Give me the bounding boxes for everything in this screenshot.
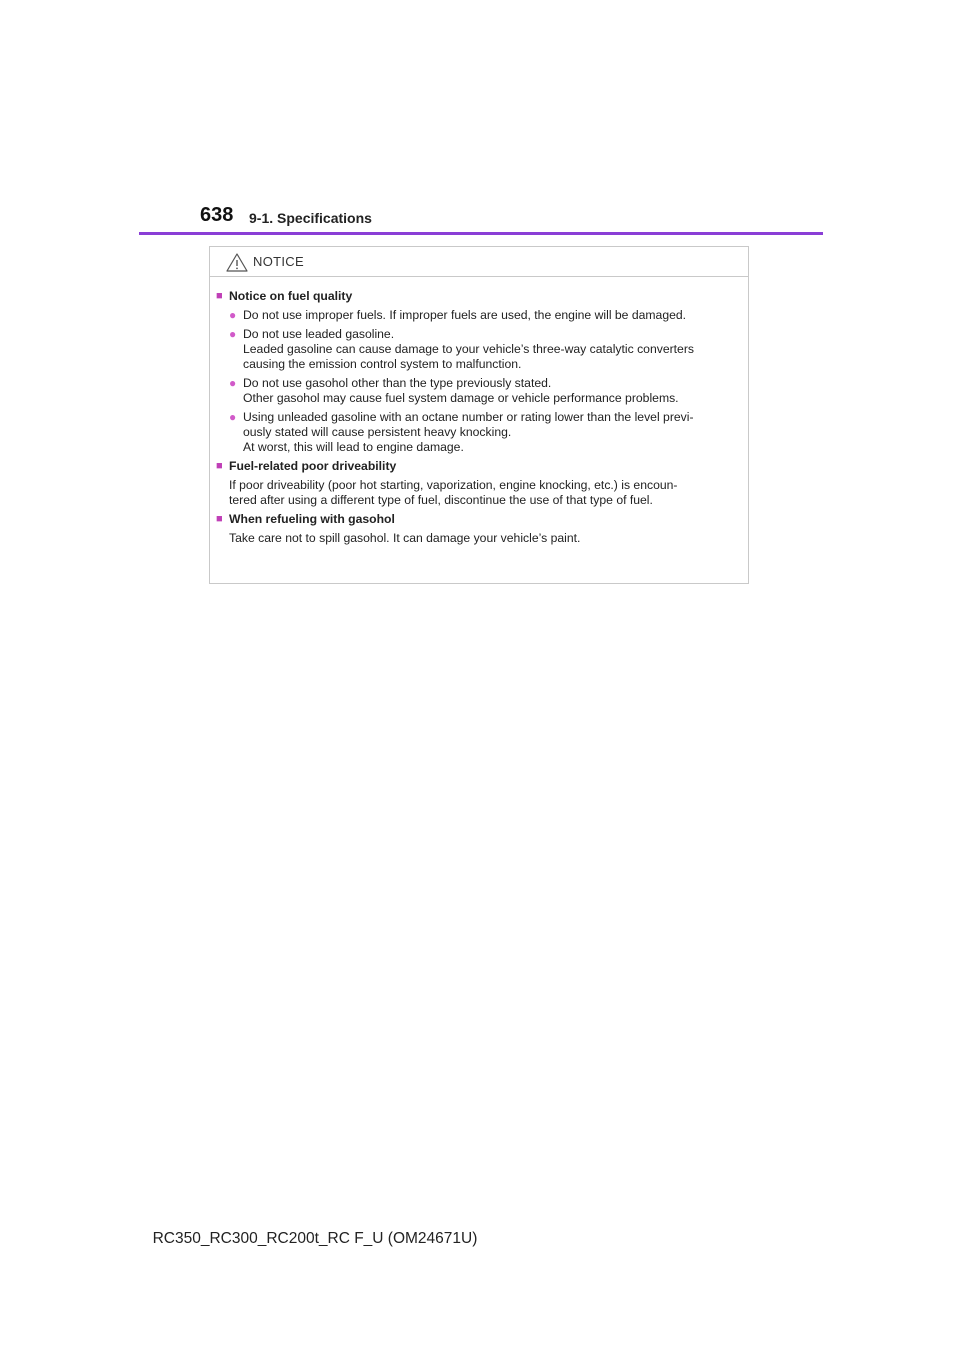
section-title: 9-1. Specifications <box>249 210 372 226</box>
round-bullet-icon: ● <box>229 308 237 322</box>
warning-triangle-icon <box>226 253 248 272</box>
round-bullet-icon: ● <box>229 327 237 341</box>
square-bullet-icon: ■ <box>216 513 223 525</box>
topic-heading: ■ Fuel-related poor driveability <box>216 459 397 473</box>
round-bullet-icon: ● <box>229 376 237 390</box>
header-rule <box>139 232 823 235</box>
paragraph: Take care not to spill gasohol. It can damage your vehicle’s paint. <box>229 531 581 545</box>
notice-title: NOTICE <box>253 254 304 269</box>
square-bullet-icon: ■ <box>216 460 223 472</box>
list-item: ● Do not use improper fuels. If improper fuels are used, the engine will be damaged. <box>229 308 687 322</box>
list-item: ● Using unleaded gasoline with an octane number or rating lower than the level previ- ously stated will cause persistent heavy knocking. At worst, this will lead to engine damage. <box>229 410 694 454</box>
topic-heading: ■ When refueling with gasohol <box>216 512 395 526</box>
square-bullet-icon: ■ <box>216 290 223 302</box>
footer-model-code: RC350_RC300_RC200t_RC F_U (OM24671U) <box>152 1230 478 1247</box>
page-header <box>139 200 823 234</box>
notice-header <box>210 247 748 277</box>
page-number: 638 <box>200 204 234 226</box>
notice-box <box>209 246 749 584</box>
list-item: ● Do not use leaded gasoline. Leaded gasoline can cause damage to your vehicle’s three-way catalytic converters causing the emission control system to malfunction. <box>229 327 694 371</box>
list-item: ● Do not use gasohol other than the type previously stated. Other gasohol may cause fuel system damage or vehicle performance problems. <box>229 376 679 405</box>
paragraph: If poor driveability (poor hot starting, vaporization, engine knocking, etc.) is encoun- tered after using a different type of fuel, discontinue the use of that type of fuel. <box>229 478 678 507</box>
notice-body <box>216 289 746 550</box>
topic-heading: ■ Notice on fuel quality <box>216 289 353 303</box>
round-bullet-icon: ● <box>229 410 237 424</box>
